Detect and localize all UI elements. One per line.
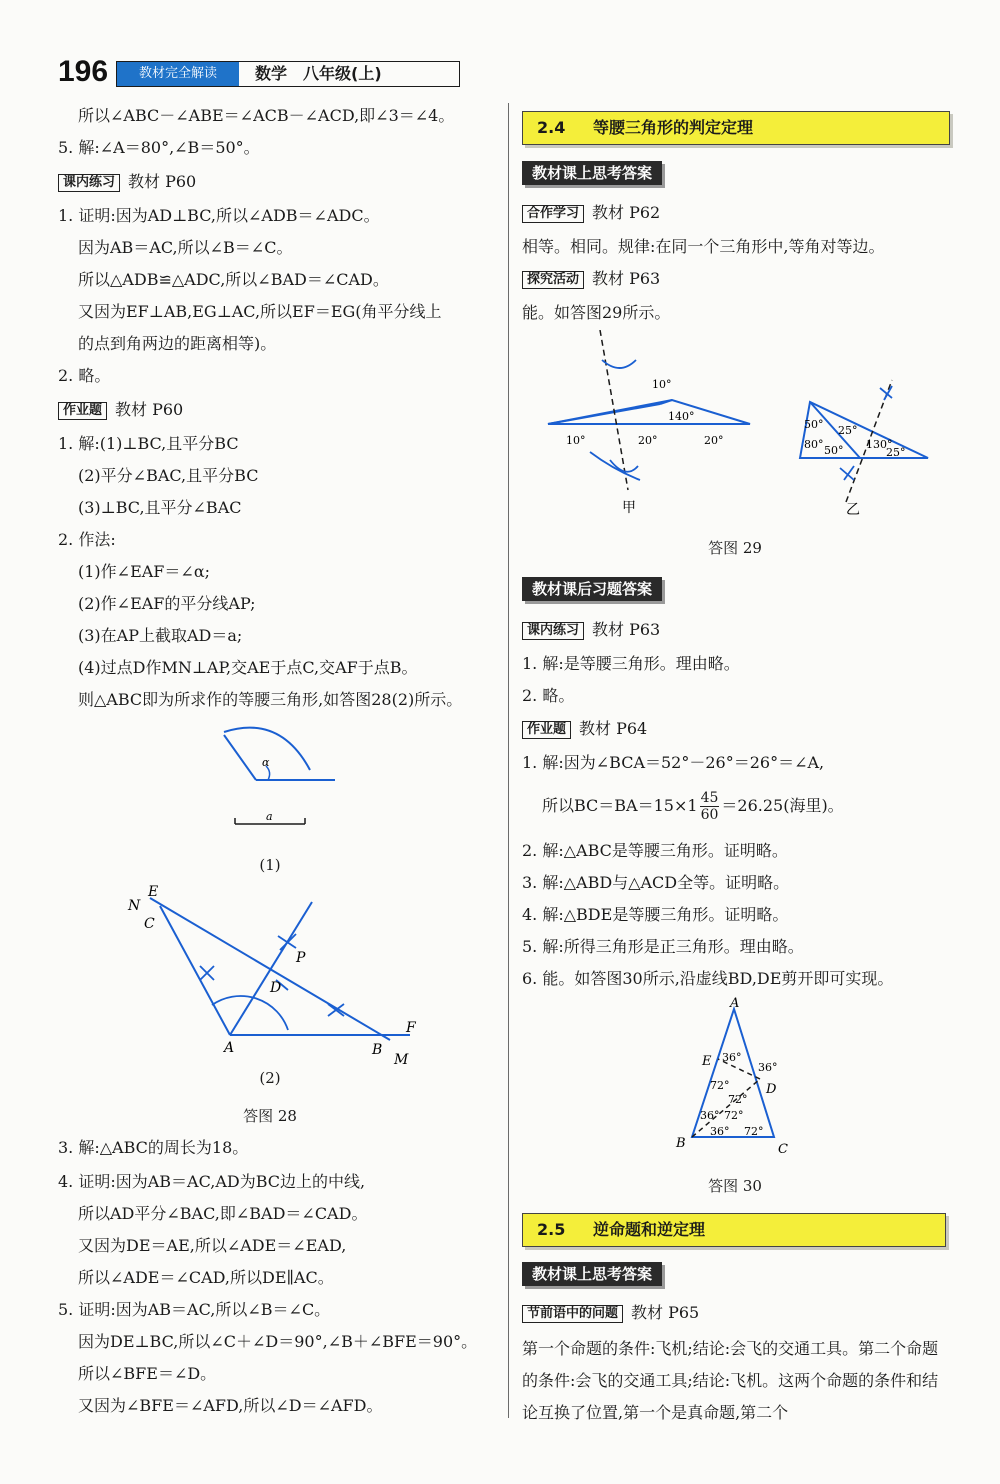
- section-2-5-header: [522, 1213, 946, 1247]
- text-line: 5. 解:∠A＝80°,∠B＝50°。: [58, 138, 260, 157]
- arc-mark: [200, 966, 214, 980]
- figure-30: [670, 995, 810, 1160]
- label-P: P: [296, 950, 306, 966]
- text-line: 的点到角两边的距离相等)。: [78, 334, 277, 353]
- figure-28-2: [120, 880, 430, 1070]
- text-line: 所以∠BFE＝∠D。: [78, 1364, 217, 1383]
- text-line: 又因为∠BFE＝∠AFD,所以∠D＝∠AFD。: [78, 1396, 383, 1415]
- tag-label: 课内练习: [522, 622, 584, 640]
- text-line: 3. 解:△ABC的周长为18。: [58, 1138, 249, 1157]
- text-line: 5. 证明:因为AB＝AC,所以∠B＝∠C。: [58, 1300, 331, 1319]
- text-line: 所以AD平分∠BAC,即∠BAD＝∠CAD。: [78, 1204, 368, 1223]
- tag-ref: 教材 P63: [592, 269, 661, 288]
- figure-caption: (1): [259, 856, 281, 874]
- text-line: 1. 解:是等腰三角形。理由略。: [522, 654, 740, 673]
- tag-label: 作业题: [58, 402, 107, 420]
- text-line: (2)作∠EAF的平分线AP;: [78, 594, 256, 613]
- answer-block-title: 教材课后习题答案: [522, 577, 662, 601]
- tag-ref: 教材 P60: [128, 172, 197, 191]
- angle-label: 72°: [744, 1125, 764, 1138]
- caption-yi: 乙: [846, 502, 860, 518]
- bisector-AP: [230, 902, 312, 1035]
- text-line: 能。如答图29所示。: [522, 303, 671, 322]
- text-line: 因为AB＝AC,所以∠B＝∠C。: [78, 238, 293, 257]
- label-C: C: [144, 916, 155, 932]
- page-number: 196: [58, 55, 109, 88]
- text-line: 2. 略。: [58, 366, 111, 385]
- formula-pre: 所以BC＝BA＝15×1: [542, 796, 698, 815]
- figure-jia: [548, 330, 750, 516]
- figure-28-1: [210, 720, 350, 835]
- angle-label: 72°: [724, 1109, 744, 1122]
- label-C: C: [778, 1142, 788, 1157]
- text-line: (2)平分∠BAC,且平分BC: [78, 466, 259, 485]
- label-A: A: [224, 1040, 235, 1056]
- text-line: 2. 解:△ABC是等腰三角形。证明略。: [522, 841, 788, 860]
- text-line: 1. 解:(1)⊥BC,且平分BC: [58, 434, 239, 453]
- arc-mark: [328, 1004, 344, 1016]
- tag-label: 作业题: [522, 721, 571, 739]
- section-2-4-header: [522, 111, 950, 145]
- subject-grade: 数学 八年级(上): [255, 64, 382, 83]
- tag-label: 节前语中的问题: [522, 1305, 623, 1323]
- text-line: 2. 作法:: [58, 530, 116, 549]
- alpha-label: α: [262, 756, 270, 769]
- paragraph: 第一个命题的条件:飞机;结论:会飞的交通工具。第二个命题的条件:会飞的交通工具;结论:飞机。这两个命题的条件和结论互换了位置,第一个是真命题,第二个: [522, 1339, 939, 1422]
- text-line: 4. 证明:因为AB＝AC,AD为BC边上的中线,: [58, 1172, 366, 1191]
- tag-row: [58, 399, 183, 421]
- section-number: 2.5: [537, 1220, 566, 1239]
- text-line: 则△ABC即为所求作的等腰三角形,如答图28(2)所示。: [78, 690, 463, 709]
- header-banner: [116, 61, 460, 87]
- tag-ref: 教材 P60: [115, 400, 184, 419]
- text-line: 6. 能。如答图30所示,沿虚线BD,DE剪开即可实现。: [522, 969, 894, 988]
- label-M: M: [394, 1052, 409, 1068]
- fraction-denominator: 60: [700, 807, 719, 823]
- label-E: E: [702, 1054, 712, 1069]
- figure-yi: [800, 380, 928, 518]
- section-title: 逆命题和逆定理: [593, 1220, 706, 1239]
- angle-label: 20°: [638, 434, 658, 447]
- angle-label: 10°: [652, 378, 672, 391]
- angle-label: 25°: [838, 424, 858, 437]
- angle-label: 36°: [710, 1125, 730, 1138]
- text-line: 所以∠ADE＝∠CAD,所以DE∥AC。: [78, 1268, 334, 1287]
- text-line: (3)在AP上截取AD＝a;: [78, 626, 243, 645]
- tag-ref: 教材 P64: [579, 719, 648, 738]
- figure-29: [540, 330, 940, 520]
- tag-label: 课内练习: [58, 174, 120, 192]
- label-B: B: [676, 1136, 686, 1151]
- angle-label: 50°: [824, 444, 844, 457]
- text-line: 2. 略。: [522, 686, 575, 705]
- label-B: B: [372, 1042, 383, 1058]
- label-N: N: [128, 898, 141, 914]
- tag-ref: 教材 P63: [592, 620, 661, 639]
- tag-row: [522, 619, 660, 641]
- arc-mark: [278, 934, 296, 950]
- text-line: 所以△ADB≌△ADC,所以∠BAD＝∠CAD。: [78, 270, 389, 289]
- label-D: D: [270, 980, 282, 996]
- text-line: 5. 解:所得三角形是正三角形。理由略。: [522, 937, 804, 956]
- text-line: 又因为DE＝AE,所以∠ADE＝∠EAD,: [78, 1236, 347, 1255]
- tag-label: 探究活动: [522, 271, 584, 289]
- tag-row: [522, 268, 660, 290]
- angle-label: 72°: [710, 1079, 730, 1092]
- angle-label: 10°: [566, 434, 586, 447]
- section-number: 2.4: [537, 118, 566, 137]
- text-line: 所以∠ABC－∠ABE＝∠ACB－∠ACD,即∠3＝∠4。: [78, 106, 455, 125]
- tag-label: 合作学习: [522, 205, 584, 223]
- answer-block-title: 教材课上思考答案: [522, 1262, 662, 1286]
- angle-label: 36°: [758, 1061, 778, 1074]
- angle-label: 20°: [704, 434, 724, 447]
- fraction-numerator: 45: [700, 790, 719, 806]
- segment-a-label: a: [266, 810, 273, 823]
- text-line: 1. 证明:因为AD⊥BC,所以∠ADB＝∠ADC。: [58, 206, 380, 225]
- tag-ref: 教材 P62: [592, 203, 661, 222]
- tag-row: [522, 1302, 699, 1324]
- angle-label: 36°: [700, 1109, 720, 1122]
- angle-label: 80°: [804, 438, 824, 451]
- text-line: (3)⊥BC,且平分∠BAC: [78, 498, 242, 517]
- label-D: D: [766, 1082, 777, 1097]
- text-line: (4)过点D作MN⊥AP,交AE于点C,交AF于点B。: [78, 658, 418, 677]
- text-line: 因为DE⊥BC,所以∠C＋∠D＝90°,∠B＋∠BFE＝90°。: [78, 1332, 478, 1351]
- formula-post: ＝26.25(海里)。: [721, 796, 844, 815]
- text-line: 相等。相同。规律:在同一个三角形中,等角对等边。: [522, 237, 885, 256]
- text-line: 4. 解:△BDE是等腰三角形。证明略。: [522, 905, 789, 924]
- label-F: F: [406, 1020, 416, 1036]
- ray: [224, 735, 256, 780]
- tag-row: [522, 718, 647, 740]
- angle-label: 130°: [866, 438, 893, 451]
- angle-label: 140°: [668, 410, 695, 423]
- angle-label: 25°: [886, 446, 906, 459]
- text-line: 又因为EF⊥AB,EG⊥AC,所以EF＝EG(角平分线上: [78, 302, 442, 321]
- label-E: E: [148, 884, 159, 900]
- series-title: 教材完全解读: [117, 62, 239, 86]
- figure-caption: (2): [259, 1069, 281, 1087]
- column-divider: [508, 103, 509, 1418]
- caption-jia: 甲: [622, 500, 636, 516]
- angle-label: 36°: [722, 1051, 742, 1064]
- text-line: 3. 解:△ABD与△ACD全等。证明略。: [522, 873, 790, 892]
- tag-row: [58, 171, 196, 193]
- figure-title: 答图 30: [708, 1177, 762, 1195]
- tag-ref: 教材 P65: [631, 1303, 700, 1322]
- formula-line: [542, 787, 844, 825]
- figure-title: 答图 29: [708, 539, 762, 557]
- answer-block-title: 教材课上思考答案: [522, 161, 662, 185]
- angle-label: 72°: [728, 1093, 748, 1106]
- text-line: (1)作∠EAF＝∠α;: [78, 562, 211, 581]
- label-A: A: [730, 996, 740, 1011]
- text-line: 1. 解:因为∠BCA＝52°－26°＝26°＝∠A,: [522, 753, 825, 772]
- figure-title: 答图 28: [243, 1107, 297, 1125]
- fraction: [700, 790, 720, 823]
- angle-label: 50°: [804, 418, 824, 431]
- section-title: 等腰三角形的判定定理: [593, 118, 754, 137]
- tag-row: [522, 202, 660, 224]
